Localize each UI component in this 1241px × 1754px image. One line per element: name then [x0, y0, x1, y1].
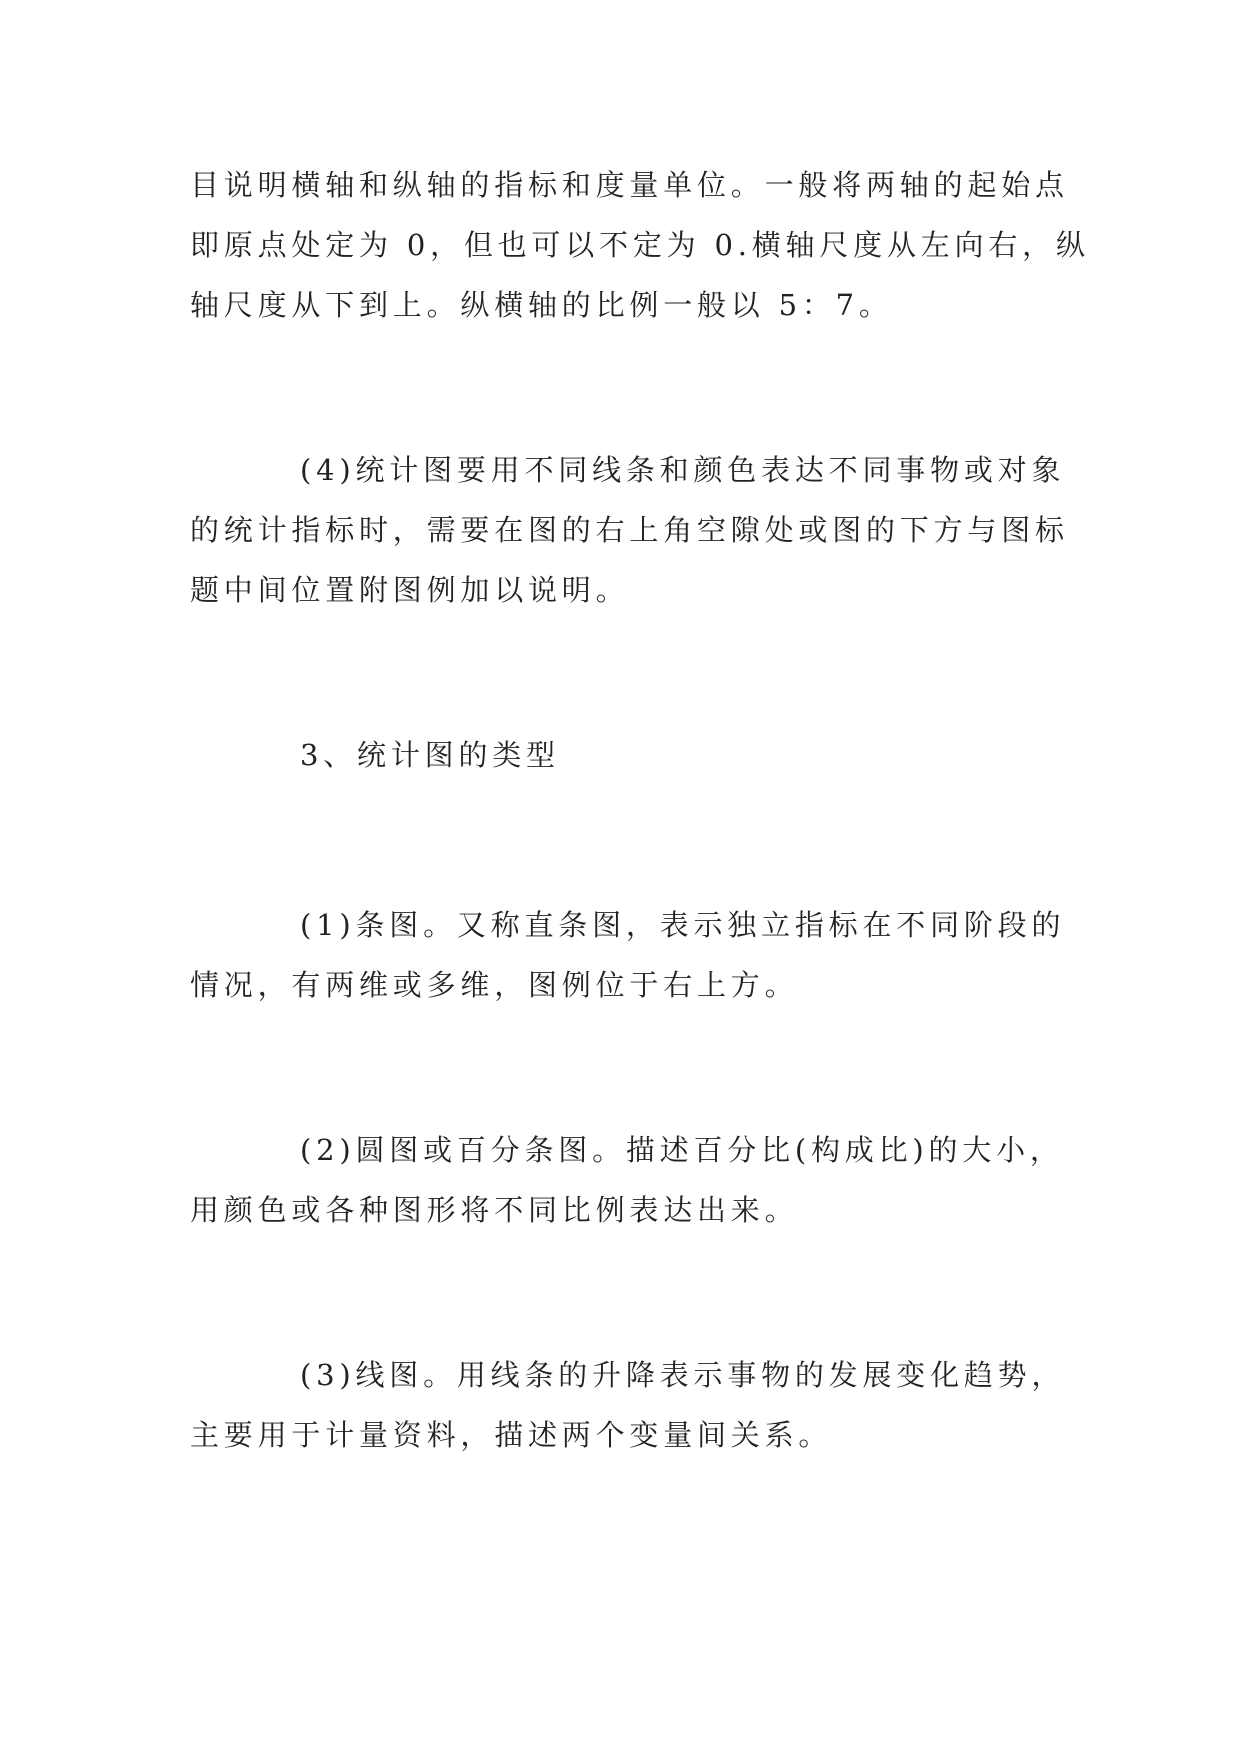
text-line: (2)圆图或百分条图。描述百分比(构成比)的大小，: [300, 1133, 1064, 1167]
text-line: 用颜色或各种图形将不同比例表达出来。: [190, 1193, 799, 1227]
text-line: 轴尺度从下到上。纵横轴的比例一般以 5：7。: [190, 288, 893, 322]
text-line: (3)线图。用线条的升降表示事物的发展变化趋势，: [300, 1358, 1066, 1392]
text-line: (1)条图。又称直条图，表示独立指标在不同阶段的: [300, 908, 1066, 942]
text-line: 即原点处定为 0，但也可以不定为 0.横轴尺度从左向右，纵: [190, 228, 1090, 262]
text-line: 主要用于计量资料，描述两个变量间关系。: [190, 1418, 833, 1452]
text-line: 的统计指标时，需要在图的右上角空隙处或图的下方与图标: [190, 513, 1069, 547]
text-line: 目说明横轴和纵轴的指标和度量单位。一般将两轴的起始点: [190, 168, 1069, 202]
heading-text: 3、统计图的类型: [300, 738, 560, 772]
text-line: 题中间位置附图例加以说明。: [190, 573, 630, 607]
text-line: (4)统计图要用不同线条和颜色表达不同事物或对象: [300, 453, 1066, 487]
text-line: 情况，有两维或多维，图例位于右上方。: [190, 968, 799, 1002]
